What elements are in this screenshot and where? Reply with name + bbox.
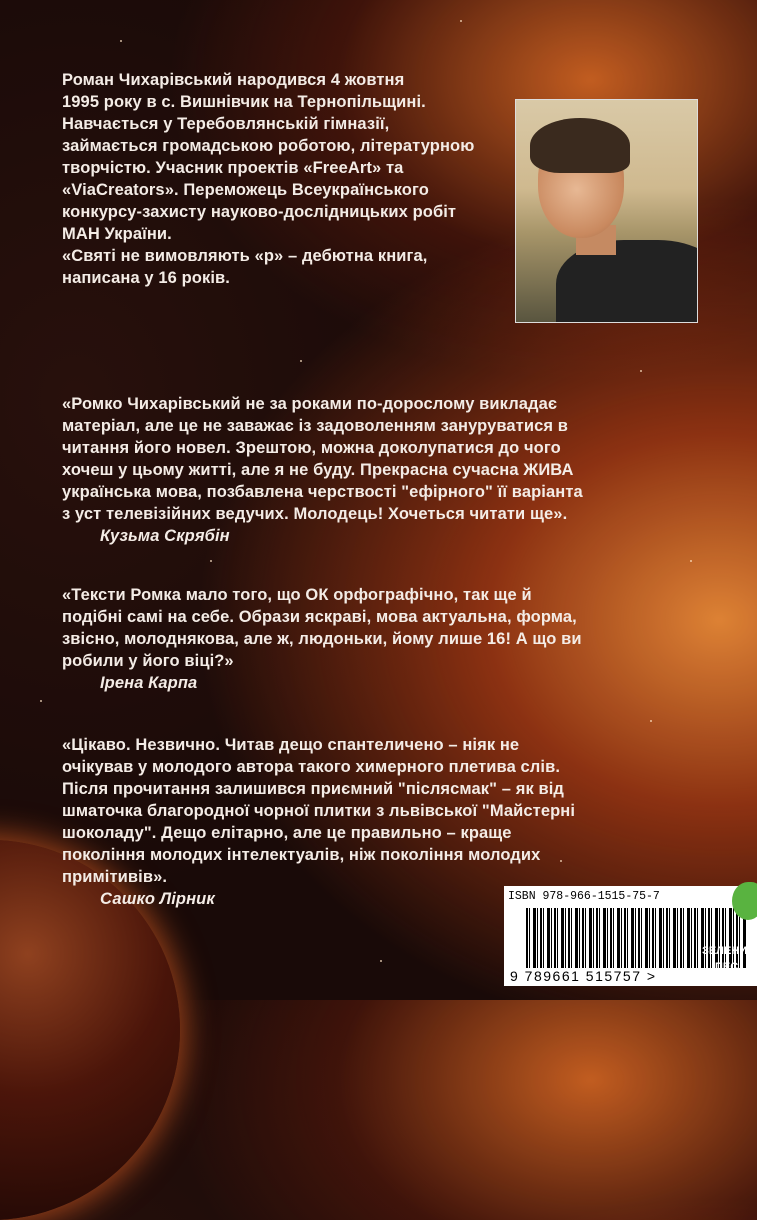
bio-line: 1995 року в с. Вишнівчик на Тернопільщині. [62, 93, 426, 111]
bio-line: творчістю. Учасник проектів «FreeArt» та [62, 159, 404, 177]
quote-line: шоколаду". Дещо елітарно, але це правильно – краще [62, 824, 512, 842]
quote-line: «Цікаво. Незвично. Читав дещо спантеличено – ніяк не [62, 736, 520, 754]
quote-author: Сашко Лірник [100, 890, 215, 908]
bio-line: Навчається у Теребовлянській гімназії, [62, 115, 390, 133]
review-quote [62, 584, 632, 694]
bio-line: Роман Чихарівський народився 4 жовтня [62, 71, 405, 89]
bio-line: займається громадською роботою, літературною [62, 137, 475, 155]
author-bio [62, 69, 512, 289]
green-dog-logo-icon [732, 882, 757, 920]
quote-line: «Ромко Чихарівський не за роками по-дорослому викладає [62, 395, 558, 413]
quote-line: робили у його віці?» [62, 652, 234, 670]
author-photo [515, 99, 698, 323]
quote-line: покоління молодих інтелектуалів, ніж покоління молодих [62, 846, 541, 864]
quote-line: шматочка благородної чорної плитки з львівської "Майстерні [62, 802, 576, 820]
bio-line: написана у 16 років. [62, 269, 230, 287]
quote-line: читання його новел. Зрештою, можна доколупатися до чого [62, 439, 561, 457]
publisher-name-second-line: ПЕС [715, 961, 739, 973]
review-quote [62, 393, 632, 547]
quote-line: українська мова, позбавлена черствості "ефірного" її варіанта [62, 483, 583, 501]
quote-author: Кузьма Скрябін [100, 527, 230, 545]
isbn-number: ISBN 978-966-1515-75-7 [508, 890, 660, 903]
barcode-icon [526, 908, 746, 968]
bio-line: МАН України. [62, 225, 172, 243]
quote-line: примітивів». [62, 868, 168, 886]
quote-line: «Тексти Ромка мало того, що ОК орфографічно, так ще й [62, 586, 532, 604]
quote-line: з уст телевізійних ведучих. Молодець! Хочеться читати ще». [62, 505, 568, 523]
quote-line: хочеш у цьому житті, але я не буду. Прекрасна сучасна ЖИВА [62, 461, 574, 479]
publisher-name: ЗЕЛЕНИЙ [702, 945, 756, 957]
barcode-digits: 9 789661 515757 > [510, 968, 657, 984]
quote-line: матеріал, але це не заважає із задоволенням зануруватися в [62, 417, 569, 435]
quote-line: подібні самі на себе. Образи яскраві, мова актуальна, форма, [62, 608, 577, 626]
quote-line: Після прочитання залишився приємний "післясмак" – як від [62, 780, 564, 798]
bio-line: конкурсу-захисту науково-дослідницьких робіт [62, 203, 457, 221]
quote-author: Ірена Карпа [100, 674, 198, 692]
quote-line: звісно, молоднякова, але ж, людоньки, йому лише 16! А що ви [62, 630, 582, 648]
bio-line: «Святі не вимовляють «р» – дебютна книга, [62, 247, 428, 265]
quote-line: очікував у молодого автора такого химерного плетива слів. [62, 758, 561, 776]
bio-line: «ViaCreators». Переможець Всеукраїнського [62, 181, 429, 199]
review-quote [62, 734, 632, 910]
